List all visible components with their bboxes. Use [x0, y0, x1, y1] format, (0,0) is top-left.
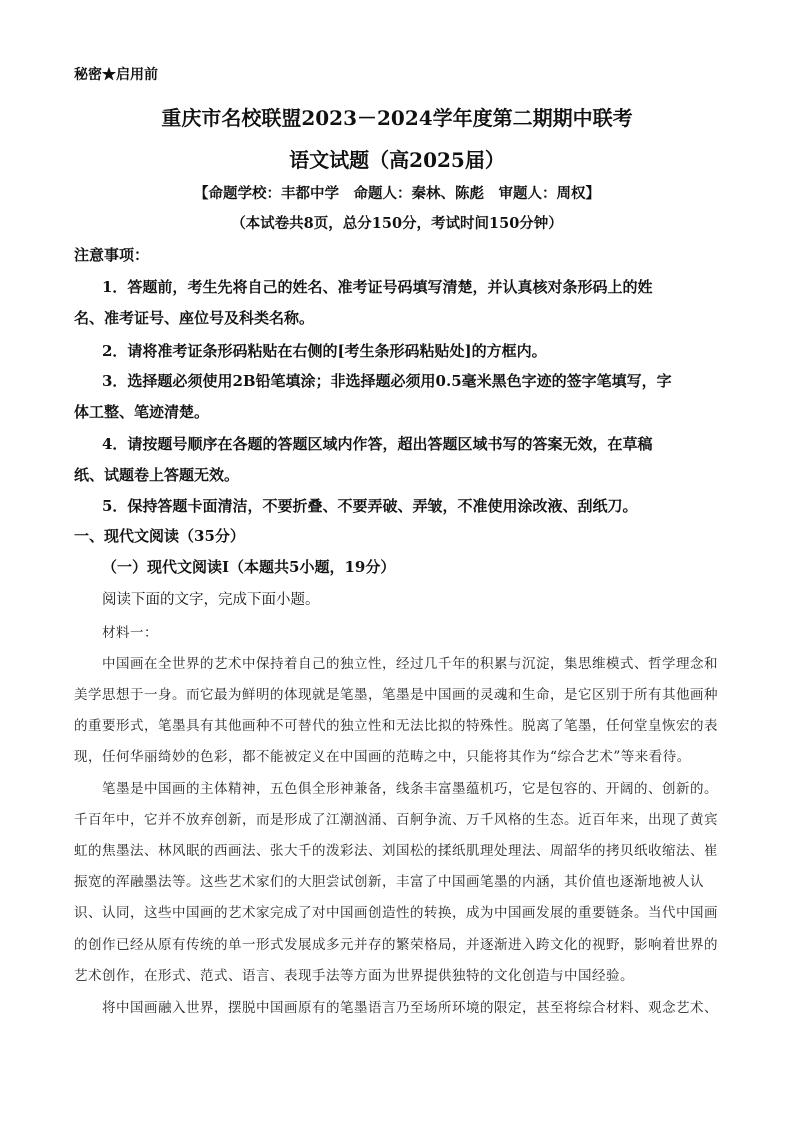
exam-subtitle: 语文试题（高2025届） [289, 148, 505, 172]
passage-line: 艺术创作，在形式、范式、语言、表现手法等方面为世界提供独特的文化创造与中国经验。 [74, 968, 634, 984]
exam-makers: 【命题学校：丰都中学 命题人：秦林、陈彪 审题人：周权】 [194, 185, 600, 202]
passage-line: 的重要形式，笔墨具有其他画种不可替代的独立性和无法比拟的特殊性。脱离了笔墨，任何堂皇恢宏的表 [74, 718, 718, 734]
notice-heading: 注意事项： [74, 246, 150, 264]
reading-instruction: 阅读下面的文字，完成下面小题。 [102, 592, 320, 608]
passage-line: 千百年中，它并不放弃创新，而是形成了江潮汹涌、百舸争流、万千风格的生态。近百年来，出现了黄宾 [74, 812, 718, 828]
subsection-title: （一）现代文阅读Ⅰ（本题共5小题，19分） [102, 558, 396, 576]
passage-line: 的创作已经从原有传统的单一形式发展成多元并存的繁荣格局，并逐渐进入跨文化的视野，影响着世界的 [74, 937, 718, 953]
passage-line: 虹的焦墨法、林风眠的西画法、张大千的泼彩法、刘国松的揉纸肌理处理法、周韶华的拷贝纸收缩法、崔 [74, 843, 718, 859]
notice-line: 纸、试题卷上答题无效。 [74, 466, 240, 484]
passage-line: 振宽的浑融墨法等。这些艺术家们的大胆尝试创新，丰富了中国画笔墨的内涵，其价值也逐渐地被人认 [74, 874, 704, 890]
passage-line: 美学思想于一身。而它最为鲜明的体现就是笔墨，笔墨是中国画的灵魂和生命，是它区别于所有其他画种 [74, 687, 718, 703]
passage-line: 中国画在全世界的艺术中保持着自己的独立性，经过几千年的积累与沉淀，集思维模式、哲学理念和 [102, 656, 718, 672]
notice-line: 1．答题前，考生先将自己的姓名、准考证号码填写清楚，并认真核对条形码上的姓 [102, 278, 653, 296]
passage-line: 笔墨是中国画的主体精神，五色俱全形神兼备，线条丰富墨蕴机巧，它是包容的、开阔的、创新的。 [102, 781, 718, 797]
exam-info: （本试卷共8页，总分150分，考试时间150分钟） [231, 215, 563, 232]
notice-line: 2．请将准考证条形码粘贴在右侧的[考生条形码粘贴处]的方框内。 [102, 342, 547, 360]
notice-line: 4．请按题号顺序在各题的答题区域内作答，超出答题区域书写的答案无效，在草稿 [102, 435, 653, 453]
notice-line: 名、准考证号、座位号及科类名称。 [74, 309, 315, 327]
exam-title: 重庆市名校联盟2023－2024学年度第二期期中联考 [161, 106, 633, 130]
passage-line: 识、认同，这些中国画的艺术家完成了对中国画创造性的转换，成为中国画发展的重要链条。当代中国画 [74, 905, 718, 921]
passage-line: 现，任何华丽绮妙的色彩，都不能被定义在中国画的范畴之中，只能将其作为“综合艺术”等来看待。 [74, 749, 691, 765]
notice-line: 5．保持答题卡面清洁，不要折叠、不要弄破、弄皱，不准使用涂改液、刮纸刀。 [102, 497, 638, 515]
section-title: 一、现代文阅读（35分） [74, 527, 245, 545]
material-label: 材料一： [102, 625, 158, 641]
notice-line: 体工整、笔迹清楚。 [74, 403, 210, 421]
notice-line: 3．选择题必须使用2B铅笔填涂；非选择题必须用0.5毫米黑色字迹的签字笔填写，字 [102, 372, 672, 390]
confidential-label: 秘密★启用前 [74, 67, 158, 83]
passage-line: 将中国画融入世界，摆脱中国画原有的笔墨语言乃至场所环境的限定，甚至将综合材料、观念艺术、 [102, 1000, 718, 1016]
